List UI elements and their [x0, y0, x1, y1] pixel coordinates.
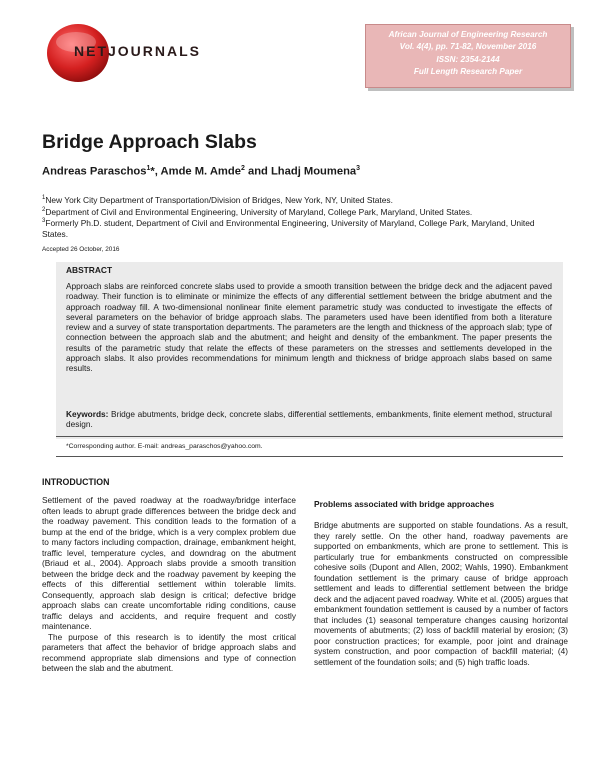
left-column	[42, 496, 296, 675]
author-sep: and	[244, 165, 268, 178]
affiliation-num: 3	[42, 218, 46, 224]
accepted-date: Accepted 26 October, 2016	[42, 246, 120, 253]
keywords-label: Keywords:	[66, 409, 109, 419]
author-list	[42, 165, 360, 178]
keywords	[66, 409, 552, 430]
affiliation-num: 1	[42, 195, 46, 201]
affiliation-text: New York City Department of Transportation/Division of Bridges, New York, NY, United States.	[45, 194, 393, 205]
divider	[56, 436, 563, 437]
journal-volume: Vol. 4(4), pp. 71-82, November 2016	[399, 42, 537, 52]
problems-heading: Problems associated with bridge approaches	[314, 499, 495, 509]
divider	[56, 456, 563, 457]
affiliation-text: Department of Civil and Environmental Engineering, University of Maryland, College Park, Maryland, United States.	[45, 206, 473, 217]
introduction-heading: INTRODUCTION	[42, 477, 110, 487]
author-sup: 3	[356, 165, 361, 172]
journal-info-box	[365, 24, 571, 88]
abstract-text: Approach slabs are reinforced concrete slabs used to provide a smooth transition between the bridge deck and the adjacent paved roadway. Their function is to eliminate or minimize the effects of any differential settlement between the bridge abutment and the approach roadway fill. A two-dimensional nonlinear finite element parametric study was conducted to investigate the effects of several parameters on the behavior of bridge approach slabs. The parameters used have been identified from both a literature review and a survey of state transportation departments. The parameters are the length and thickness of the approach slab; type of connection between the approach slab and the abutment; and height and density of the embankment. The paper presents the results of the parametric study that relate the effects of these parameters on the stresses and settlements developed in the approach slabs. It also provides recommendations for minimum length and thickness of bridge approach slabs based on same results.	[66, 281, 552, 374]
paper-type: Full Length Research Paper	[413, 67, 523, 77]
logo-text: NETJOURNALS	[74, 43, 202, 59]
abstract-heading: ABSTRACT	[66, 265, 113, 275]
paper-title: Bridge Approach Slabs	[42, 131, 257, 153]
affiliation	[42, 216, 562, 240]
paragraph: Bridge abutments are supported on stable foundations. As a result, they rarely settle. On the other hand, roadway pavements are supported on embankments, which are prone to settlement. This is particularly true for embankments constructed on compressible cohesive soils (Dupont and Allen, 2002; Wahls, 1990). Embankment foundation settlement is the primary cause of bridge approach settlement and leads to differential settlement between the bridge deck and the adjacent paved roadway. White et al. (2005) argues that embankment foundation settlement is caused by a number of factors that includes (1) seasonal temperature changes causing horizontal movements of abutments; (2) loss of backfill material by erosion; (3) poor construction practices; for example, poor joint and drainage system construction, and poor compaction of backfill material; (4) settlement of the foundation soils; and (5) high traffic loads.	[314, 521, 568, 667]
journal-issn: ISSN: 2354-2144	[436, 54, 500, 64]
author-sup: 2	[240, 165, 245, 172]
affiliation-text: Formerly Ph.D. student, Department of Civil and Environmental Engineering, University of Maryland, College Park, Maryland, United States.	[42, 217, 535, 239]
affiliation	[42, 193, 562, 206]
right-column	[314, 521, 568, 668]
journal-name: African Journal of Engineering Research	[388, 30, 548, 39]
author-sup: 1	[146, 165, 151, 172]
author-sep: *,	[150, 165, 158, 178]
paragraph: The purpose of this research is to identify the most critical parameters that affect the behavior of bridge approach slabs and recommend appropriate slab dimensions and type of connection between the slab and the abutment.	[42, 632, 296, 673]
author-name: Amde M. Amde	[160, 165, 241, 178]
author-name: Andreas Paraschos	[42, 165, 147, 178]
paragraph: Settlement of the paved roadway at the roadway/bridge interface often leads to abrupt grade differences between the bridge deck and the roadway pavement. This condition leads to the formation of a bump at the end of the bridge, which is a very complex problem due to many factors including compaction, drainage, embankment height, traffic level, temperature cycles, and downdrag on the abutment (Briaud et al., 2004). Approach slabs provide a smooth transition between the bridge deck and the roadway pavement by keeping the effects of this differential settlement within tolerable limits. Consequently, approach slab design is critical; defective bridge approach slabs can create uncomfortable riding conditions, cause traffic delays and accidents, and require frequent and costly maintenance.	[42, 496, 296, 631]
affiliation-num: 2	[42, 207, 46, 213]
keywords-text: Bridge abutments, bridge deck, concrete slabs, differential settlements, embankments, finite element method, structural design.	[66, 409, 553, 430]
author-name: Lhadj Moumena	[270, 165, 357, 178]
corresponding-author: *Corresponding author. E-mail: andreas_paraschos@yahoo.com.	[66, 443, 263, 450]
